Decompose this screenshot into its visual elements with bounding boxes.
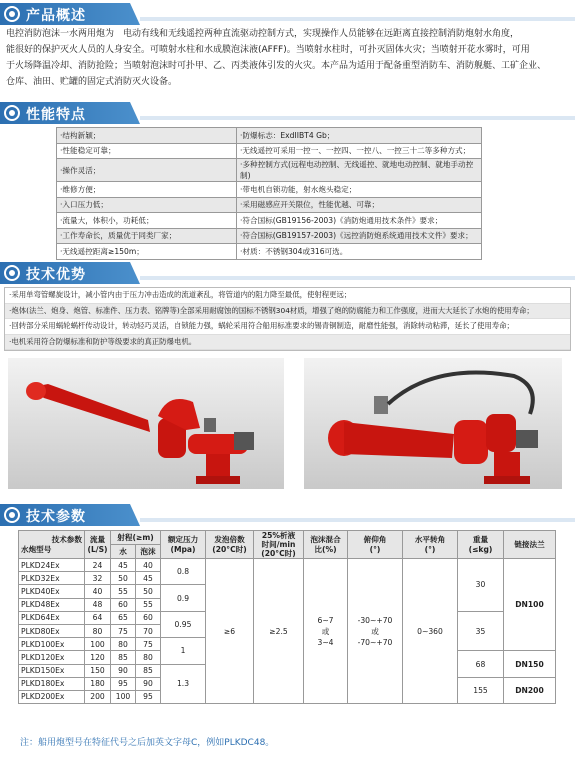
cell: 80 [85, 624, 111, 637]
perf-cell: ·符合国标(GB19156-2003)《消防炮通用技术条件》要求； [237, 213, 482, 229]
perf-cell: ·操作灵活； [57, 159, 237, 182]
cell: 85 [136, 664, 161, 677]
cell: 80 [136, 651, 161, 664]
model-cell: PLKD24Ex [19, 559, 85, 572]
perf-cell: ·无线遥控可采用一控一、一控四、一控八、一控三十二等多种方式； [237, 143, 482, 159]
table-row [57, 143, 482, 159]
cell-text: 6~7 [317, 615, 334, 625]
header-label: (≤kg) [468, 544, 493, 554]
footnote: 注：船用炮型号在特征代号之后加英文字母C，例如PLKDC48。 [20, 738, 275, 748]
cell: 50 [136, 585, 161, 598]
table-row [57, 159, 482, 182]
pressure-cell: 0.9 [161, 585, 206, 611]
section-title: 产品概述 [26, 8, 86, 24]
foamx-header [206, 531, 254, 559]
overview-line: 电控消防泡沫一水两用炮为 电动有线和无线遥控两种直流驱动控制方式，实现操作人员能够在远距离直接控制消防炮射水角度， [6, 29, 520, 39]
cell: 60 [136, 611, 161, 624]
header-label: (20°C时) [212, 544, 247, 554]
table-row [57, 197, 482, 213]
flange-header: 链接法兰 [504, 531, 556, 559]
perf-cell: ·防爆标志：ExdIIBT4 Gb； [237, 128, 482, 144]
header-label: 流量 [89, 534, 106, 544]
table-row [57, 128, 482, 144]
table-row [19, 559, 556, 572]
cell: 70 [136, 624, 161, 637]
mix-cell [304, 559, 348, 704]
cell: 200 [85, 690, 111, 703]
flange-cell: DN100 [504, 559, 556, 651]
cell: 95 [136, 690, 161, 703]
cell: 120 [85, 651, 111, 664]
advantages-list [4, 287, 571, 351]
model-cell: PLKD180Ex [19, 677, 85, 690]
model-header [19, 531, 85, 559]
flow-header [85, 531, 111, 559]
model-cell: PLKD64Ex [19, 611, 85, 624]
foam-header: 泡沫 [136, 545, 161, 559]
table-row [57, 228, 482, 244]
pitch-cell [348, 559, 403, 704]
cell: 75 [111, 624, 136, 637]
section-title: 性能特点 [26, 107, 86, 123]
perf-cell: ·无线遥控距离≥150m； [57, 244, 237, 260]
drain-cell: ≥2.5 [254, 559, 304, 704]
perf-cell: ·带电机自锁功能，射水炮头稳定； [237, 182, 482, 198]
model-cell: PLKD150Ex [19, 664, 85, 677]
bullet-ring-icon [4, 105, 20, 121]
weight-cell: 68 [458, 651, 504, 677]
cell-text: -30~+70 [357, 615, 393, 625]
table-row [57, 244, 482, 260]
header-label: 发泡倍数 [214, 534, 245, 544]
water-header: 水 [111, 545, 136, 559]
cell: 80 [111, 638, 136, 651]
cell: 24 [85, 559, 111, 572]
perf-cell: ·多种控制方式(远程电动控制、无线遥控、就地电动控制、就地手动控制) [237, 159, 482, 182]
cell: 90 [136, 677, 161, 690]
rot-cell: 0~360 [403, 559, 458, 704]
header-label: 水炮型号 [21, 544, 52, 554]
flange-cell: DN150 [504, 651, 556, 677]
cell: 55 [136, 598, 161, 611]
header-label: 额定压力 [167, 534, 199, 544]
cell-text: 或 [321, 626, 330, 636]
model-cell: PLKD32Ex [19, 572, 85, 585]
weight-header [458, 531, 504, 559]
cell: 32 [85, 572, 111, 585]
table-header-row [19, 531, 556, 545]
cell: 65 [111, 611, 136, 624]
list-item: ·回转部分采用蜗轮蜗杆传动设计，转动轻巧灵活，自锁能力强，蜗轮采用符合船用标准要求的锡青铜制造，耐磨性能强，消除转动粘滞，延长了使用寿命； [5, 319, 570, 335]
pressure-header [161, 531, 206, 559]
section-header-overview [0, 3, 575, 25]
product-photo-left [8, 358, 284, 489]
spec-table [18, 530, 556, 704]
mix-header [304, 531, 348, 559]
drain-header [254, 531, 304, 559]
cell: 64 [85, 611, 111, 624]
cell: 48 [85, 598, 111, 611]
pressure-cell: 0.95 [161, 611, 206, 637]
monitor-illustration-icon [304, 358, 562, 489]
section-header-performance [0, 102, 575, 124]
product-photo-right [304, 358, 562, 489]
header-label: (L/S) [87, 544, 108, 554]
header-label: (°) [369, 544, 381, 554]
model-cell: PLKD200Ex [19, 690, 85, 703]
overview-paragraph [6, 26, 569, 90]
perf-cell: ·工作寿命长，质量优于同类厂家； [57, 228, 237, 244]
cell: 85 [111, 651, 136, 664]
cell-text: 或 [371, 626, 379, 636]
range-header: 射程(≥m) [111, 531, 161, 545]
perf-cell: ·材质：不锈钢304或316可选。 [237, 244, 482, 260]
rot-header [403, 531, 458, 559]
section-title: 技术参数 [26, 509, 86, 525]
header-label: 重量 [472, 534, 489, 544]
table-row [57, 213, 482, 229]
overview-line: 于火场降温冷却、消防抢险；当喷射泡沫时可扑甲、乙、丙类液体引发的火灾。本产品为适用于配备重型消防车、消防舰艇、工矿企业、 [6, 61, 547, 71]
cell: 75 [136, 638, 161, 651]
cell: 55 [111, 585, 136, 598]
pressure-cell: 1.3 [161, 664, 206, 704]
cell: 150 [85, 664, 111, 677]
cell: 180 [85, 677, 111, 690]
list-item: ·炮体(法兰、炮身、炮管、标准件、压力表、铭牌等)全部采用耐腐蚀的国标不锈钢304材质，增强了炮的防腐能力和工作强度，进而大大延长了水炮的使用寿命； [5, 304, 570, 320]
perf-cell: ·结构新颖； [57, 128, 237, 144]
cell: 40 [136, 559, 161, 572]
list-item: ·采用单弯管螺旋设计，减小管内由于压力冲击造成的流道紊乱，将管道内的阻力降至最低，使射程更远； [5, 288, 570, 304]
monitor-illustration-icon [8, 358, 284, 489]
header-label: 水平转角 [414, 534, 446, 544]
header-label: 比(%) [314, 544, 337, 554]
perf-cell: ·性能稳定可靠； [57, 143, 237, 159]
cell: 100 [111, 690, 136, 703]
cell: 50 [111, 572, 136, 585]
bullet-ring-icon [4, 265, 20, 281]
bullet-ring-icon [4, 507, 20, 523]
perf-cell: ·维修方便； [57, 182, 237, 198]
perf-cell: ·入口压力低； [57, 197, 237, 213]
header-label: (°) [424, 544, 436, 554]
flange-cell: DN200 [504, 677, 556, 703]
cell: 95 [111, 677, 136, 690]
overview-line: 仓库、油田、贮罐的固定式消防灭火设备。 [6, 77, 178, 87]
perf-cell: ·流量大，体积小，功耗低； [57, 213, 237, 229]
cell-text: 3~4 [317, 637, 334, 647]
header-label: 25%析液 [261, 531, 296, 540]
weight-cell: 155 [458, 677, 504, 703]
model-cell: PLKD48Ex [19, 598, 85, 611]
weight-cell: 35 [458, 611, 504, 651]
performance-table [56, 127, 482, 260]
list-item: ·电机采用符合防爆标准和防护等级要求的真正防爆电机。 [5, 335, 570, 351]
header-label: 俯仰角 [363, 534, 387, 544]
model-cell: PLKD80Ex [19, 624, 85, 637]
cell-text: -70~+70 [357, 637, 393, 647]
section-header-params [0, 504, 575, 526]
cell: 90 [111, 664, 136, 677]
pressure-cell: 1 [161, 638, 206, 664]
cell: 60 [111, 598, 136, 611]
header-label: 技术参数 [51, 534, 82, 544]
model-cell: PLKD100Ex [19, 638, 85, 651]
weight-cell: 30 [458, 559, 504, 612]
overview-line: 能很好的保护灭火人员的人身安全。可喷射水柱和水成膜泡沫液(AFFF)。当喷射水柱时，可扑灭固体火灾；当喷射开花水雾时，可用 [6, 45, 530, 55]
header-label: 时间/min [261, 540, 296, 549]
table-row [57, 182, 482, 198]
header-label: 泡沫混合 [310, 534, 341, 544]
header-label: (20°C时) [261, 549, 296, 558]
perf-cell: ·采用磁感应开关限位，性能优越、可靠； [237, 197, 482, 213]
model-cell: PLKD40Ex [19, 585, 85, 598]
pressure-cell: 0.8 [161, 559, 206, 585]
model-cell: PLKD120Ex [19, 651, 85, 664]
pitch-header [348, 531, 403, 559]
section-title: 技术优势 [26, 267, 86, 283]
perf-cell: ·符合国标(GB19157-2003)《远控消防炮系统通用技术文件》要求； [237, 228, 482, 244]
section-header-advantages [0, 262, 575, 284]
cell: 45 [136, 572, 161, 585]
cell: 45 [111, 559, 136, 572]
cell: 40 [85, 585, 111, 598]
foamx-cell: ≥6 [206, 559, 254, 704]
header-label: (Mpa) [170, 544, 196, 554]
cell: 100 [85, 638, 111, 651]
bullet-ring-icon [4, 6, 20, 22]
